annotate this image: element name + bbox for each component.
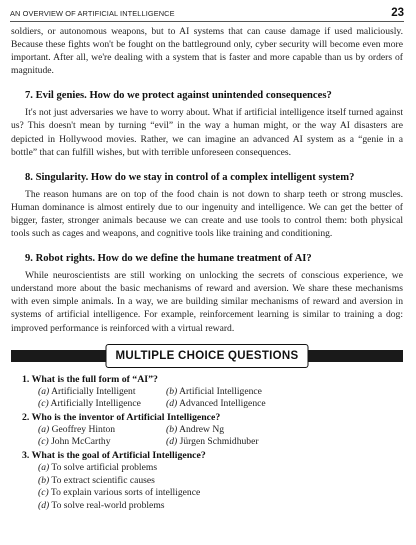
page-header [10, 3, 404, 22]
options [38, 424, 403, 449]
options [38, 386, 403, 411]
question: 2. Who is the inventor of Artificial Intelligence? [22, 411, 221, 423]
section-paragraph: While neuroscientists are still working on unlocking the secrets of conscious experience, we understand more about the basic mechanisms of reward and aversion. We share these mechanisms with even simple animals. In a way, we are building similar mechanisms of reward and aversion in systems of artificial intelligence. For example, reinforcement learning is similar to training a dog: improved performance is reinforced with a virtual reward. [11, 270, 403, 334]
question: 1. What is the full form of “AI”? [22, 373, 158, 385]
option: (c) John McCarthy [38, 436, 111, 448]
section-paragraph: The reason humans are on top of the food chain is not down to sharp teeth or strong muscles. Human dominance is almost entirely due to our ingenuity and intelligence. We can get the better of bigger, faster, stronger animals because we can create and use tools to control them: both physical tools such as cages and weapons, and cognitive tools like training and conditioning. [11, 188, 403, 240]
section-paragraph: It's not just adversaries we have to worry about. What if artificial intelligence itself turned against us? This doesn't mean by turning “evil” in the way a human might, or the way AI disasters are depicted in Hollywood movies. Rather, we can imagine an advanced AI system as a “genie in a bottle” that can fulfill wishes, but with terrible unforeseen consequences. [11, 107, 403, 158]
option: (c) To explain various sorts of intelligence [38, 487, 201, 499]
option: (b) To extract scientific causes [38, 474, 155, 486]
option: (a) Artificially Intelligent [38, 385, 136, 397]
option: (d) To solve real-world problems [38, 499, 165, 511]
section-heading: 7. Evil genies. How do we protect against unintended consequences? [25, 90, 332, 102]
page-body [11, 25, 403, 512]
option: (b) Artificial Intelligence [166, 385, 262, 397]
mcq-banner-title: MULTIPLE CHOICE QUESTIONS [106, 344, 309, 368]
question: 3. What is the goal of Artificial Intelligence? [22, 449, 206, 461]
section-heading: 8. Singularity. How do we stay in control of a complex intelligent system? [25, 171, 355, 183]
option: (a) Geoffrey Hinton [38, 423, 116, 435]
running-title: AN OVERVIEW OF ARTIFICIAL INTELLIGENCE [10, 9, 175, 18]
section-heading: 9. Robot rights. How do we define the humane treatment of AI? [25, 253, 312, 265]
page-number: 23 [391, 7, 404, 19]
option: (a) To solve artificial problems [38, 461, 158, 473]
option: (d) Advanced Intelligence [166, 398, 266, 410]
options [38, 462, 403, 512]
option: (b) Andrew Ng [166, 423, 225, 435]
intro-paragraph: soldiers, or autonomous weapons, but to AI systems that can cause damage if used maliciously. Because these fights won't be fought on the battleground only, cyber security will become even more important. After all, we're dealing with a system that is faster and more capable than us by orders of magnitude. [11, 26, 403, 77]
option: (c) Artificially Intelligence [38, 398, 141, 410]
mcq-banner [11, 344, 403, 368]
option: (d) Jürgen Schmidhuber [166, 436, 259, 448]
